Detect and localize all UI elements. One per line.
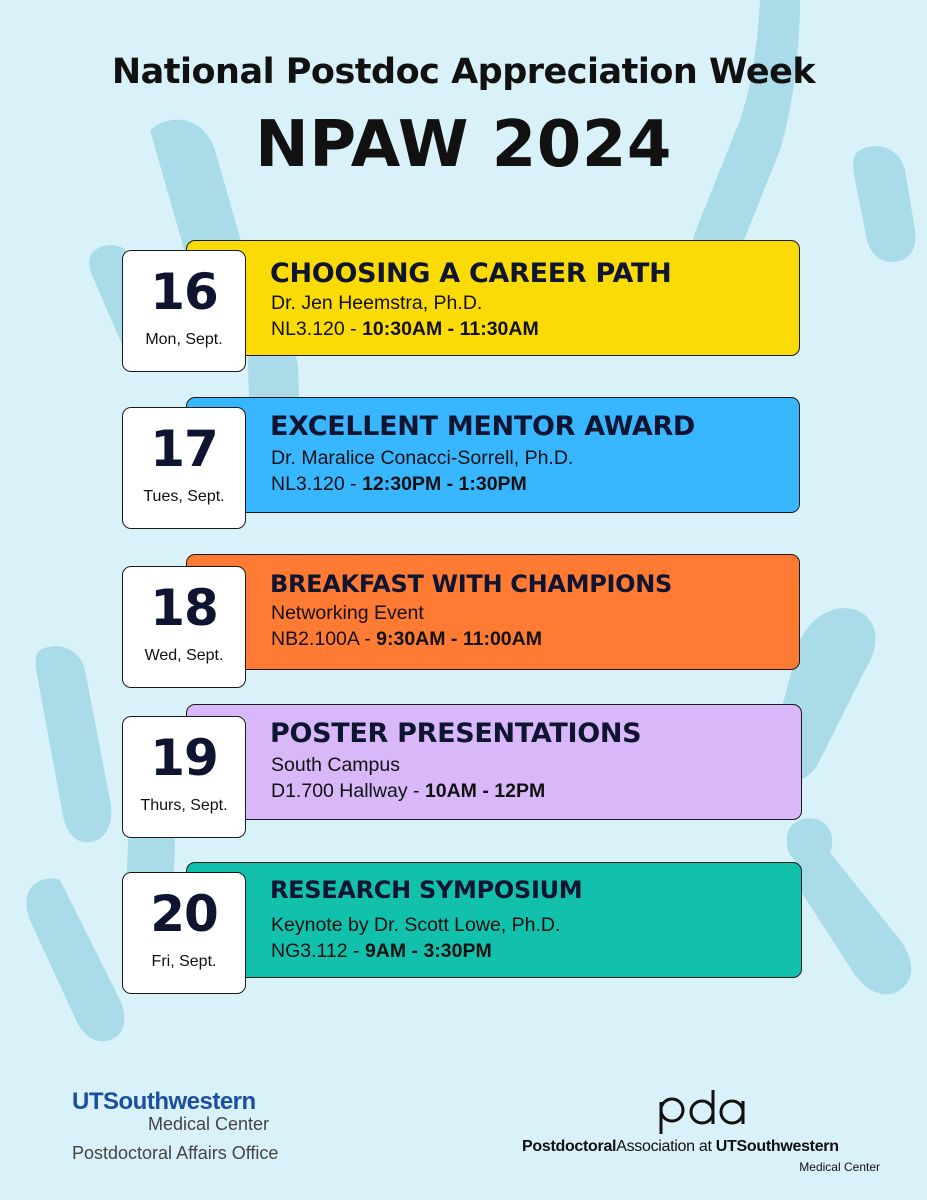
date-box	[122, 872, 246, 994]
date-day: 16	[150, 263, 218, 321]
event-time: 9:30AM - 11:00AM	[376, 628, 542, 650]
date-weekday: Fri, Sept.	[151, 953, 217, 970]
pda-postdoctoral: Postdoctoral	[522, 1138, 617, 1155]
utsw-logo	[72, 1088, 278, 1164]
utsw-ut: UT	[72, 1088, 103, 1115]
date-weekday: Wed, Sept.	[144, 647, 224, 664]
event-time: 10:30AM - 11:30AM	[362, 318, 539, 340]
date-box	[122, 566, 246, 688]
pda-logo-icon	[656, 1090, 748, 1136]
utsw-office: Postdoctoral Affairs Office	[72, 1143, 279, 1163]
event-location	[271, 780, 545, 803]
event-speaker: Dr. Maralice Conacci-Sorrell, Ph.D.	[271, 447, 574, 469]
date-day: 17	[150, 420, 218, 478]
event-title: BREAKFAST WITH CHAMPIONS	[270, 570, 673, 598]
date-box	[122, 250, 246, 372]
event-time: 9AM - 3:30PM	[364, 940, 492, 962]
pda-ut: UT	[715, 1138, 737, 1155]
date-weekday: Mon, Sept.	[145, 331, 223, 348]
event-speaker: South Campus	[271, 754, 400, 776]
event-room: D1.700 Hallway -	[271, 780, 425, 802]
page-title: NPAW 2024	[255, 108, 672, 182]
event-room: NG3.112 -	[271, 940, 365, 962]
pda-association: Association at	[616, 1138, 716, 1155]
date-weekday: Tues, Sept.	[143, 488, 225, 505]
event-time: 12:30PM - 1:30PM	[362, 473, 527, 495]
date-day: 19	[150, 729, 218, 787]
utsw-wordmark	[72, 1088, 278, 1116]
date-box	[122, 407, 246, 529]
pda-medical-center: Medical Center	[799, 1160, 880, 1174]
event-location	[271, 628, 542, 651]
event-title: RESEARCH SYMPOSIUM	[270, 876, 583, 904]
date-box	[122, 716, 246, 838]
event-room: NL3.120 -	[271, 473, 363, 495]
date-day: 18	[150, 579, 218, 637]
pda-association-name	[522, 1138, 839, 1156]
event-speaker: Networking Event	[271, 602, 424, 624]
page-subtitle: National Postdoc Appreciation Week	[111, 52, 816, 92]
utsw-southwestern: Southwestern	[103, 1088, 256, 1115]
pda-southwestern: Southwestern	[736, 1138, 839, 1155]
event-location	[271, 318, 539, 341]
event-room: NB2.100A -	[271, 628, 377, 650]
event-time: 10AM - 12PM	[424, 780, 546, 802]
date-weekday: Thurs, Sept.	[140, 797, 228, 814]
event-location	[271, 473, 527, 496]
utsw-medical-center: Medical Center	[148, 1114, 270, 1134]
date-day: 20	[150, 885, 218, 943]
event-speaker: Dr. Jen Heemstra, Ph.D.	[271, 292, 483, 314]
event-speaker: Keynote by Dr. Scott Lowe, Ph.D.	[271, 914, 561, 936]
event-title: CHOOSING A CAREER PATH	[270, 258, 672, 289]
event-title: POSTER PRESENTATIONS	[270, 718, 642, 749]
event-room: NL3.120 -	[271, 318, 363, 340]
event-title: EXCELLENT MENTOR AWARD	[270, 411, 696, 442]
event-location	[271, 940, 492, 963]
